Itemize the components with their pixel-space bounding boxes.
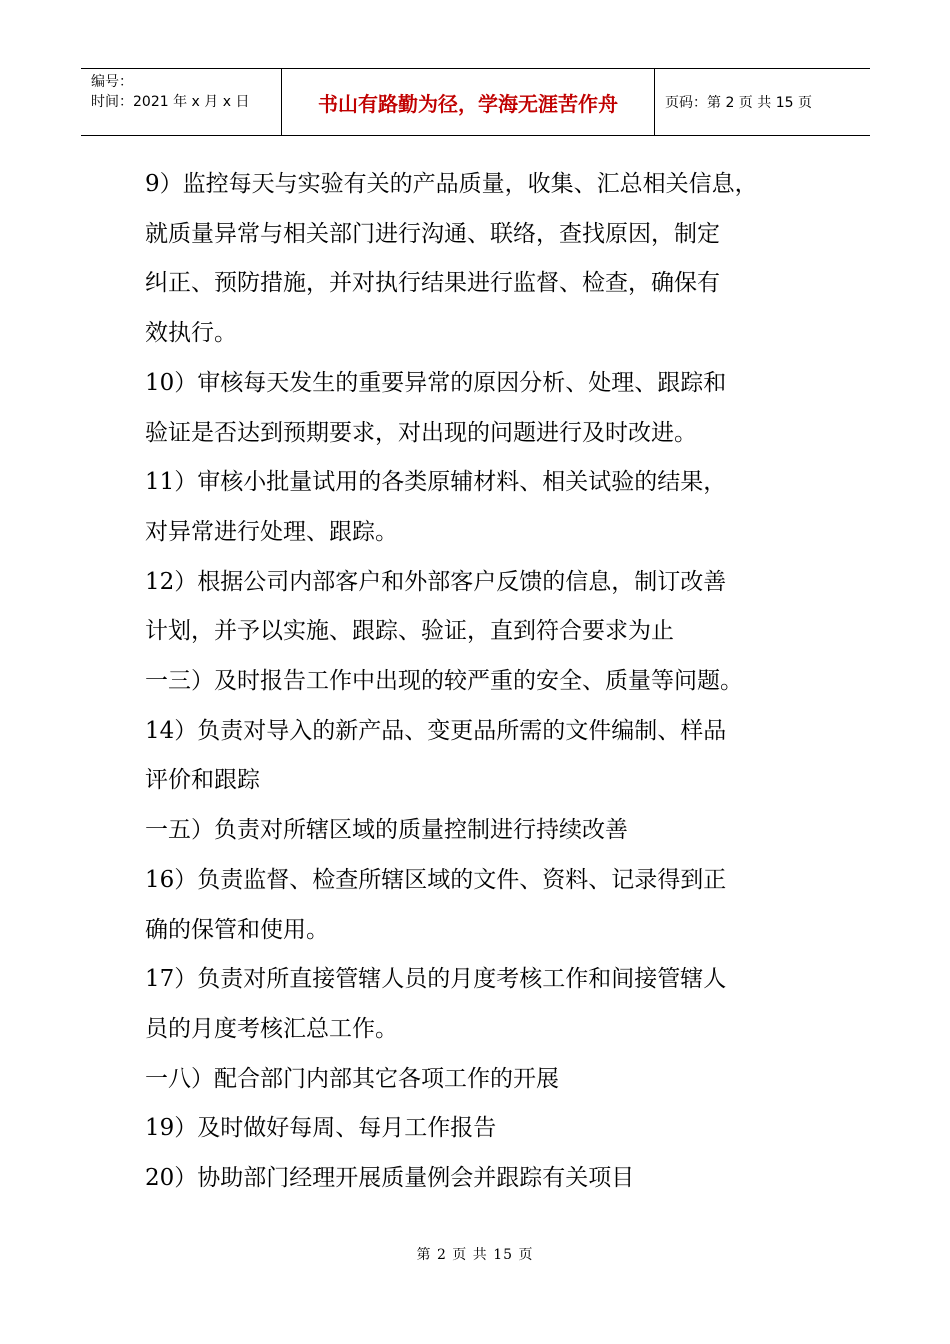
body-line: 10）审核每天发生的重要异常的原因分析、处理、跟踪和 xyxy=(145,369,727,396)
body-line: 一五）负责对所辖区域的质量控制进行持续改善 xyxy=(145,817,628,844)
body-line: 19）及时做好每周、每月工作报告 xyxy=(145,1115,497,1142)
body-line: 14）负责对导入的新产品、变更品所需的文件编制、样品 xyxy=(145,717,727,744)
body-line: 纠正、预防措施，并对执行结果进行监督、检查，确保有 xyxy=(145,270,720,297)
body-line: 11）审核小批量试用的各类原辅材料、相关试验的结果， xyxy=(145,469,727,496)
body-line: 17）负责对所直接管辖人员的月度考核工作和间接管辖人 xyxy=(145,966,727,993)
header-page-info: 页码：第 2 页 共 15 页 xyxy=(665,95,812,111)
document-date: 时间：2021 年 x 月 x 日 xyxy=(91,94,250,110)
body-line: 一八）配合部门内部其它各项工作的开展 xyxy=(145,1065,559,1092)
document-body xyxy=(145,160,815,1204)
document-number-label: 编号： xyxy=(91,74,133,90)
body-line: 确的保管和使用。 xyxy=(145,916,329,943)
header-meta xyxy=(81,69,282,135)
body-line: 20）协助部门经理开展质量例会并跟踪有关项目 xyxy=(145,1165,635,1192)
body-line: 一三）及时报告工作中出现的较严重的安全、质量等问题。 xyxy=(145,668,743,695)
body-line: 员的月度考核汇总工作。 xyxy=(145,1015,398,1042)
header-motto: 书山有路勤为径，学海无涯苦作舟 xyxy=(282,69,655,135)
body-line: 16）负责监督、检查所辖区域的文件、资料、记录得到正 xyxy=(145,866,727,893)
page-footer: 第 2 页 共 15 页 xyxy=(416,1247,534,1263)
body-line: 12）根据公司内部客户和外部客户反馈的信息，制订改善 xyxy=(145,568,727,595)
body-line: 效执行。 xyxy=(145,320,237,347)
body-line: 评价和跟踪 xyxy=(145,767,260,794)
body-line: 就质量异常与相关部门进行沟通、联络，查找原因，制定 xyxy=(145,220,720,247)
body-line: 9）监控每天与实验有关的产品质量，收集、汇总相关信息， xyxy=(145,171,758,197)
body-line: 对异常进行处理、跟踪。 xyxy=(145,518,398,545)
body-line: 计划，并予以实施、跟踪、验证，直到符合要求为止 xyxy=(145,618,674,645)
body-line: 验证是否达到预期要求，对出现的问题进行及时改进。 xyxy=(145,419,697,446)
page-header xyxy=(81,68,870,136)
